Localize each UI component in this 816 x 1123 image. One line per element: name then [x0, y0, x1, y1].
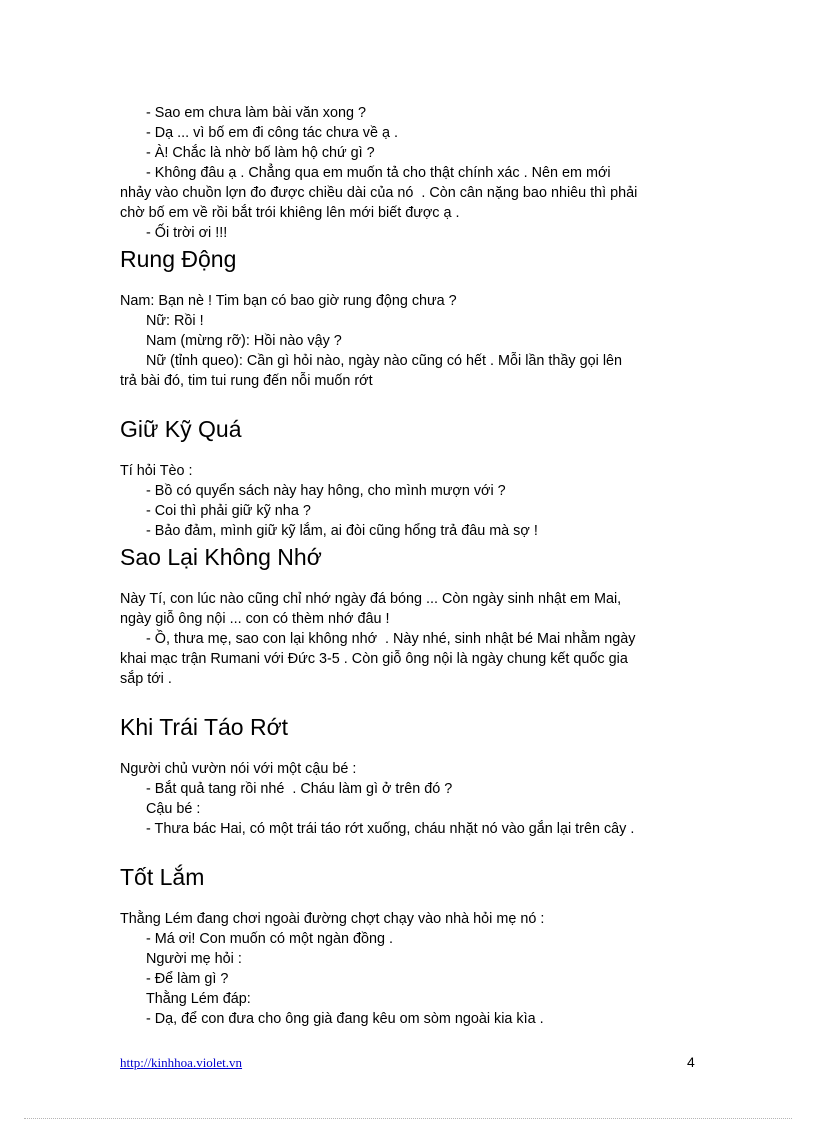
dialogue-line: - Dạ, để con đưa cho ông già đang kêu om sòm ngoài kia kìa . [146, 1011, 544, 1027]
story-title: Giữ Kỹ Quá [120, 416, 242, 442]
paragraph-line: trả bài đó, tim tui rung đến nỗi muốn rớt [120, 373, 373, 389]
paragraph-line: Thằng Lém đang chơi ngoài đường chợt chạy vào nhà hỏi mẹ nó : [120, 911, 545, 927]
paragraph-line: ngày giỗ ông nội ... con có thèm nhớ đâu ! [120, 611, 390, 627]
dialogue-line: - Để làm gì ? [146, 971, 229, 987]
dialogue-line: - Sao em chưa làm bài văn xong ? [146, 105, 367, 121]
dialogue-line: - Bắt quả tang rồi nhé . Cháu làm gì ở trên đó ? [146, 781, 453, 797]
story-title: Sao Lại Không Nhớ [120, 544, 322, 570]
dialogue-line: Nữ: Rồi ! [146, 313, 204, 329]
page-number: 4 [687, 1054, 695, 1070]
paragraph-line: Tí hỏi Tèo : [120, 463, 193, 479]
dialogue-line: - Má ơi! Con muốn có một ngàn đồng . [146, 931, 394, 947]
paragraph-line: chờ bố em về rồi bắt trói khiêng lên mới biết được ạ . [120, 205, 460, 221]
dialogue-line: - Coi thì phải giữ kỹ nha ? [146, 503, 311, 519]
dialogue-line: - Ồ, thưa mẹ, sao con lại không nhớ . Này nhé, sinh nhật bé Mai nhằm ngày [146, 631, 636, 647]
paragraph-line: Người chủ vườn nói với một cậu bé : [120, 761, 357, 777]
dialogue-line: Thằng Lém đáp: [146, 991, 251, 1007]
dialogue-line: Cậu bé : [146, 801, 201, 817]
dialogue-line: Nữ (tỉnh queo): Cần gì hỏi nào, ngày nào cũng có hết . Mỗi lần thầy gọi lên [146, 353, 623, 369]
dialogue-line: Nam (mừng rỡ): Hồi nào vậy ? [146, 333, 342, 349]
story-title: Rung Động [120, 246, 237, 272]
story-title: Tốt Lắm [120, 864, 205, 890]
paragraph-line: khai mạc trận Rumani với Đức 3-5 . Còn giỗ ông nội là ngày chung kết quốc gia [120, 651, 628, 667]
dialogue-line: - Ối trời ơi !!! [146, 225, 228, 241]
paragraph-line: Nam: Bạn nè ! Tim bạn có bao giờ rung động chưa ? [120, 293, 457, 309]
dialogue-line: Người mẹ hỏi : [146, 951, 242, 967]
dialogue-line: - Bồ có quyển sách này hay hông, cho mình mượn với ? [146, 483, 506, 499]
dialogue-line: - Không đâu ạ . Chẳng qua em muốn tả cho thật chính xác . Nên em mới [146, 165, 611, 181]
dialogue-line: - Thưa bác Hai, có một trái táo rớt xuống, cháu nhặt nó vào gắn lại trên cây . [146, 821, 635, 837]
paragraph-line: sắp tới . [120, 671, 172, 687]
paragraph-line: Này Tí, con lúc nào cũng chỉ nhớ ngày đá bóng ... Còn ngày sinh nhật em Mai, [120, 591, 622, 607]
dialogue-line: - À! Chắc là nhờ bố làm hộ chứ gì ? [146, 145, 375, 161]
story-title: Khi Trái Táo Rớt [120, 714, 289, 740]
dialogue-line: - Dạ ... vì bố em đi công tác chưa về ạ . [146, 125, 398, 141]
footer-website-link[interactable]: http://kinhhoa.violet.vn [120, 1055, 243, 1070]
paragraph-line: nhảy vào chuồn lợn đo được chiều dài của nó . Còn cân nặng bao nhiêu thì phải [120, 185, 638, 201]
page-bottom-divider [24, 1118, 792, 1119]
dialogue-line: - Bảo đảm, mình giữ kỹ lắm, ai đòi cũng hổng trả đâu mà sợ ! [146, 523, 538, 539]
page-content [120, 103, 700, 1029]
